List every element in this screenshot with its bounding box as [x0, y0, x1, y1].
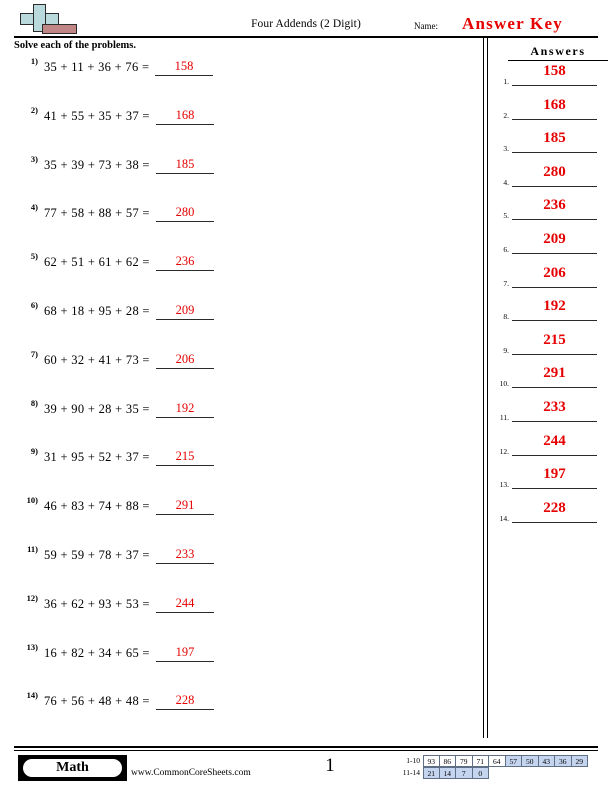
answer-rule — [512, 421, 597, 422]
problem-equation: 62 + 51 + 61 + 62 = — [44, 255, 150, 270]
problem-equation: 41 + 55 + 35 + 37 = — [44, 108, 150, 123]
problems-column — [0, 56, 480, 739]
problem-answer-blank[interactable] — [156, 499, 214, 515]
problem-row — [0, 300, 480, 349]
score-cell: 50 — [522, 755, 539, 767]
answer-value: 228 — [543, 499, 566, 516]
score-cell: 14 — [440, 767, 457, 779]
problem-answer-blank[interactable] — [156, 304, 214, 320]
problem-answer-value: 192 — [175, 400, 195, 415]
divider-line-left — [483, 38, 484, 738]
answer-row — [490, 333, 612, 367]
answer-row — [490, 501, 612, 535]
problem-answer-rule — [156, 221, 214, 222]
problem-number: 5) — [30, 251, 38, 262]
subject-badge-label: Math — [56, 760, 89, 775]
problem-answer-blank[interactable] — [156, 694, 214, 710]
problem-answer-rule — [156, 173, 214, 174]
problem-number: 3) — [30, 153, 38, 164]
answer-value: 185 — [543, 130, 566, 147]
answer-value: 192 — [543, 298, 566, 315]
problem-answer-value: 209 — [175, 302, 195, 317]
answer-row — [490, 64, 612, 98]
score-cell: 43 — [539, 755, 556, 767]
answer-value: 244 — [543, 432, 566, 449]
score-cell: 29 — [572, 755, 589, 767]
problem-answer-value: 168 — [175, 107, 195, 122]
answer-number: 9. — [503, 345, 509, 355]
problem-number: 7) — [30, 348, 38, 359]
answer-rule — [512, 152, 597, 153]
answer-blank[interactable] — [512, 299, 597, 321]
answer-value: 291 — [543, 365, 566, 382]
problem-number: 12) — [26, 592, 38, 603]
problem-answer-value: 233 — [175, 546, 195, 561]
problem-answer-value: 280 — [175, 205, 195, 220]
problem-row — [0, 690, 480, 739]
answer-blank[interactable] — [512, 467, 597, 489]
answer-rule — [512, 119, 597, 120]
problem-answer-rule — [156, 417, 214, 418]
answer-blank[interactable] — [512, 232, 597, 254]
answer-row — [490, 165, 612, 199]
answer-value: 236 — [543, 197, 566, 214]
score-table-row — [396, 767, 588, 779]
problem-answer-rule — [155, 75, 213, 76]
answer-number: 8. — [503, 312, 509, 322]
answer-blank[interactable] — [512, 64, 597, 86]
answer-blank[interactable] — [512, 400, 597, 422]
problem-equation: 39 + 90 + 28 + 35 = — [44, 401, 150, 416]
answer-rule — [512, 253, 597, 254]
problem-answer-rule — [156, 124, 214, 125]
problem-answer-rule — [156, 709, 214, 710]
problem-equation: 31 + 95 + 52 + 37 = — [44, 450, 150, 465]
problem-answer-value: 206 — [175, 351, 195, 366]
score-range-label: 1-10 — [406, 756, 420, 765]
answer-number: 7. — [503, 278, 509, 288]
problem-row — [0, 593, 480, 642]
answer-number: 14. — [499, 513, 509, 523]
worksheet-title: Four Addends (2 Digit) — [251, 18, 361, 30]
score-cell: 36 — [555, 755, 572, 767]
score-cell: 57 — [506, 755, 523, 767]
answer-rule — [512, 354, 597, 355]
problem-answer-rule — [156, 514, 214, 515]
answer-blank[interactable] — [512, 366, 597, 388]
problem-row — [0, 202, 480, 251]
name-label: Name: — [414, 21, 438, 31]
answer-rule — [512, 287, 597, 288]
answer-row — [490, 266, 612, 300]
answer-value: 168 — [543, 96, 566, 113]
answer-blank[interactable] — [512, 198, 597, 220]
problem-equation: 35 + 39 + 73 + 38 = — [44, 157, 150, 172]
problem-row — [0, 544, 480, 593]
problem-row — [0, 105, 480, 154]
answer-rule — [512, 387, 597, 388]
answer-value: 158 — [543, 63, 566, 79]
problem-answer-blank[interactable] — [156, 206, 214, 222]
answer-value: 280 — [543, 163, 566, 180]
score-cell: 64 — [489, 755, 506, 767]
answer-value: 233 — [543, 398, 566, 415]
answer-blank[interactable] — [512, 501, 597, 523]
answer-number: 4. — [503, 177, 509, 187]
problem-number: 9) — [30, 446, 38, 457]
problem-answer-blank[interactable] — [156, 646, 214, 662]
answer-rule — [512, 186, 597, 187]
answer-rule — [512, 522, 597, 523]
problem-row — [0, 398, 480, 447]
problem-answer-blank[interactable] — [156, 548, 214, 564]
problem-row — [0, 349, 480, 398]
problem-equation: 60 + 32 + 41 + 73 = — [44, 352, 150, 367]
answer-value: 197 — [543, 466, 566, 483]
problem-answer-blank[interactable] — [156, 597, 214, 613]
problem-answer-value: 228 — [175, 693, 195, 708]
answer-number: 10. — [499, 379, 509, 389]
score-table-row — [396, 755, 588, 767]
problem-answer-rule — [156, 368, 214, 369]
problem-answer-blank[interactable] — [156, 109, 214, 125]
problem-answer-value: 197 — [175, 644, 195, 659]
problem-equation: 77 + 58 + 88 + 57 = — [44, 206, 150, 221]
page-header — [0, 0, 612, 40]
answer-blank[interactable] — [512, 434, 597, 456]
problem-equation: 36 + 62 + 93 + 53 = — [44, 596, 150, 611]
problem-number: 4) — [30, 202, 38, 213]
footer-rule-thick — [14, 746, 598, 748]
problem-number: 13) — [26, 641, 38, 652]
column-divider — [483, 38, 488, 738]
problem-equation: 76 + 56 + 48 + 48 = — [44, 694, 150, 709]
answer-number: 2. — [503, 110, 509, 120]
score-cell: 7 — [456, 767, 473, 779]
problem-equation: 46 + 83 + 74 + 88 = — [44, 499, 150, 514]
answer-blank[interactable] — [512, 165, 597, 187]
answer-number: 1. — [503, 77, 509, 86]
problem-answer-blank[interactable] — [156, 255, 214, 271]
problem-row — [0, 642, 480, 691]
answer-rule — [512, 320, 597, 321]
answer-rule — [512, 219, 597, 220]
answer-row — [490, 467, 612, 501]
answer-blank[interactable] — [512, 333, 597, 355]
answer-row — [490, 299, 612, 333]
score-cell: 71 — [473, 755, 490, 767]
problem-number: 2) — [30, 104, 38, 115]
problem-row — [0, 446, 480, 495]
answer-row — [490, 131, 612, 165]
answer-row — [490, 198, 612, 232]
score-cell: 0 — [473, 767, 490, 779]
subject-badge — [18, 755, 127, 781]
problem-answer-rule — [156, 661, 214, 662]
problem-answer-rule — [156, 465, 214, 466]
problem-answer-blank[interactable] — [156, 353, 214, 369]
answer-row — [490, 434, 612, 468]
score-range-label: 11-14 — [402, 768, 420, 777]
problem-equation: 68 + 18 + 95 + 28 = — [44, 303, 150, 318]
problem-answer-blank[interactable] — [156, 158, 214, 174]
problem-number: 1) — [30, 56, 38, 66]
answer-rule — [512, 85, 597, 86]
answer-row — [490, 366, 612, 400]
answer-number: 11. — [499, 412, 509, 422]
problem-row — [0, 251, 480, 300]
answers-heading: Answers — [508, 44, 608, 61]
problem-answer-rule — [156, 563, 214, 564]
answer-value: 215 — [543, 331, 566, 348]
answer-blank[interactable] — [512, 266, 597, 288]
answers-list — [490, 64, 612, 534]
problem-row — [0, 154, 480, 203]
problem-number: 6) — [30, 299, 38, 310]
problem-equation: 35 + 11 + 36 + 76 = — [44, 60, 150, 74]
problem-answer-blank[interactable] — [156, 402, 214, 418]
header-divider-rule — [14, 36, 598, 38]
problem-answer-value: 158 — [174, 59, 194, 73]
score-cell: 79 — [456, 755, 473, 767]
problem-row — [0, 56, 480, 105]
answer-value: 206 — [543, 264, 566, 281]
problem-number: 14) — [26, 690, 38, 701]
answer-number: 12. — [499, 446, 509, 456]
answer-number: 6. — [503, 244, 509, 254]
problem-answer-value: 236 — [175, 254, 195, 269]
score-cell: 21 — [423, 767, 440, 779]
page-number: 1 — [325, 755, 335, 776]
score-conversion-table — [396, 755, 588, 779]
divider-line-right — [487, 38, 488, 738]
problem-answer-blank[interactable] — [156, 450, 214, 466]
problem-number: 10) — [26, 495, 38, 506]
answer-number: 5. — [503, 211, 509, 221]
problem-answer-rule — [156, 319, 214, 320]
problem-row — [0, 495, 480, 544]
problem-answer-value: 291 — [175, 498, 195, 513]
problem-answer-value: 215 — [175, 449, 195, 464]
problem-equation: 16 + 82 + 34 + 65 = — [44, 645, 150, 660]
score-cell: 86 — [440, 755, 457, 767]
answer-row — [490, 98, 612, 132]
problem-number: 11) — [27, 543, 38, 554]
answer-blank[interactable] — [512, 98, 597, 120]
answer-row — [490, 232, 612, 266]
score-cell: 93 — [423, 755, 440, 767]
problem-equation: 59 + 59 + 78 + 37 = — [44, 547, 150, 562]
footer-rule-thin — [14, 750, 598, 751]
instruction-text: Solve each of the problems. — [14, 40, 137, 51]
answer-value: 209 — [543, 230, 566, 247]
problem-answer-rule — [156, 270, 214, 271]
site-url-text: www.CommonCoreSheets.com — [131, 768, 251, 778]
problem-answer-value: 244 — [175, 595, 195, 610]
answer-rule — [512, 488, 597, 489]
problem-answer-value: 185 — [175, 156, 195, 171]
answer-number: 13. — [499, 480, 509, 490]
problem-answer-rule — [156, 612, 214, 613]
answer-rule — [512, 455, 597, 456]
problem-number: 8) — [30, 397, 38, 408]
answer-key-stamp: Answer Key — [462, 14, 563, 33]
problem-answer-blank[interactable] — [155, 60, 213, 76]
answer-blank[interactable] — [512, 131, 597, 153]
answer-row — [490, 400, 612, 434]
answer-number: 3. — [503, 144, 509, 154]
